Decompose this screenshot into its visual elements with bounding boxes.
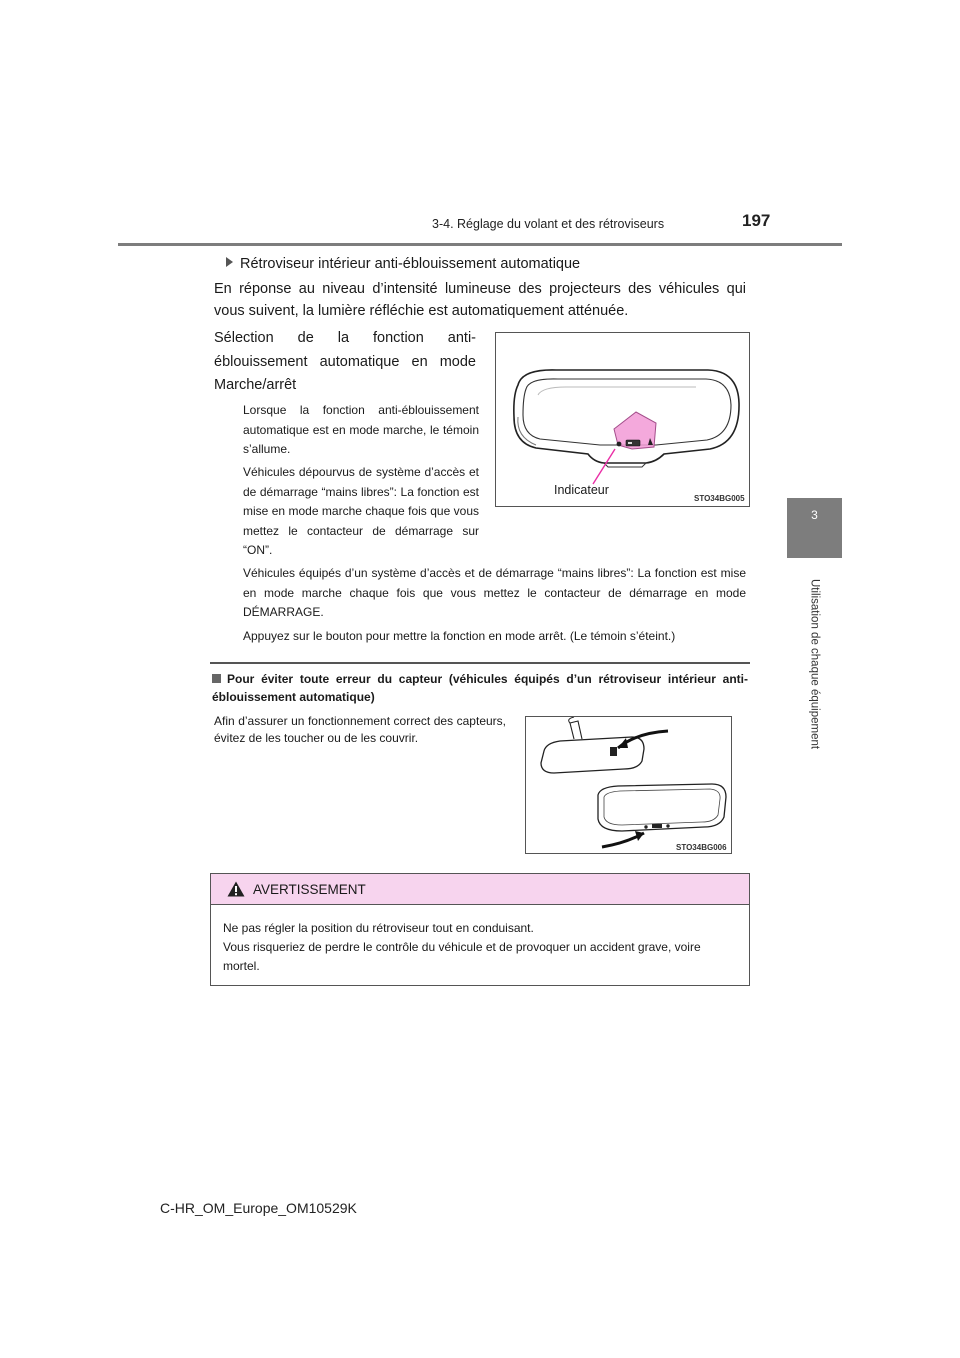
para-smart-entry: Véhicules équipés d’un système d’accès et de démarrage “mains libres”: La fonction est mise en mode marche chaque fois que vous mettez le contacteur de démarrage en mode DÉMARRAGE. xyxy=(243,566,746,619)
para-indicator-on: Lorsque la fonction anti-éblouissement automatique est en mode marche, le témoin s’allume. xyxy=(243,403,479,456)
note-title-text: Pour éviter toute erreur du capteur (véhicules équipés d’un rétroviseur intérieur anti-éblouissement automatique) xyxy=(212,672,748,704)
figure1-code: STO34BG005 xyxy=(694,494,745,503)
chapter-tab-title xyxy=(787,560,842,768)
mirror-illustration xyxy=(496,333,750,507)
chapter-tab-number: 3 xyxy=(787,498,842,558)
figure-sensors xyxy=(525,716,732,854)
intro-paragraph: En réponse au niveau d’intensité lumineuse des projecteurs des véhicules qui vous suivent, la lumière réfléchie est automatiquement atténuée. xyxy=(214,281,746,319)
selection-heading: Sélection de la fonction anti-éblouissement automatique en mode Marche/arrêt xyxy=(214,330,476,393)
note-body: Afin d’assurer un fonctionnement correct des capteurs, évitez de les toucher ou de les couvrir. xyxy=(214,714,506,745)
subheading xyxy=(226,256,580,272)
para-press-button: Appuyez sur le bouton pour mettre la fonction en mode arrêt. (Le témoin s’éteint.) xyxy=(243,629,676,643)
warning-triangle-icon xyxy=(227,881,245,897)
note-title xyxy=(212,670,748,706)
subheading-text: Rétroviseur intérieur anti-éblouissement automatique xyxy=(240,256,581,272)
page-number: 197 xyxy=(742,211,771,230)
square-bullet-icon xyxy=(212,674,221,683)
para-no-smart-entry: Véhicules dépourvus de système d’accès et de démarrage “mains libres”: La fonction est mise en mode marche chaque fois que vous mettez le contacteur de démarrage sur “ON”. xyxy=(243,465,479,557)
figure-mirror-indicator xyxy=(495,332,750,507)
triangle-bullet-icon xyxy=(226,257,233,267)
warning-header xyxy=(211,874,749,905)
warning-body xyxy=(211,905,749,976)
running-header: 3-4. Réglage du volant et des rétroviseurs xyxy=(432,217,665,231)
sensor-illustration xyxy=(526,717,732,854)
figure2-code: STO34BG006 xyxy=(676,843,727,852)
warning-line-2: Vous risqueriez de perdre le contrôle du véhicule et de provoquer un accident grave, voire mortel. xyxy=(223,940,701,973)
warning-line-1: Ne pas régler la position du rétroviseur tout en conduisant. xyxy=(223,921,534,935)
warning-title: AVERTISSEMENT xyxy=(253,881,366,897)
section-divider xyxy=(210,662,750,664)
warning-box xyxy=(210,873,750,986)
document-code: C-HR_OM_Europe_OM10529K xyxy=(160,1200,357,1216)
header-rule xyxy=(118,243,842,246)
indicator-label: Indicateur xyxy=(554,483,609,497)
chapter-tab-title-text: Utilisation de chaque équipement xyxy=(808,578,821,750)
